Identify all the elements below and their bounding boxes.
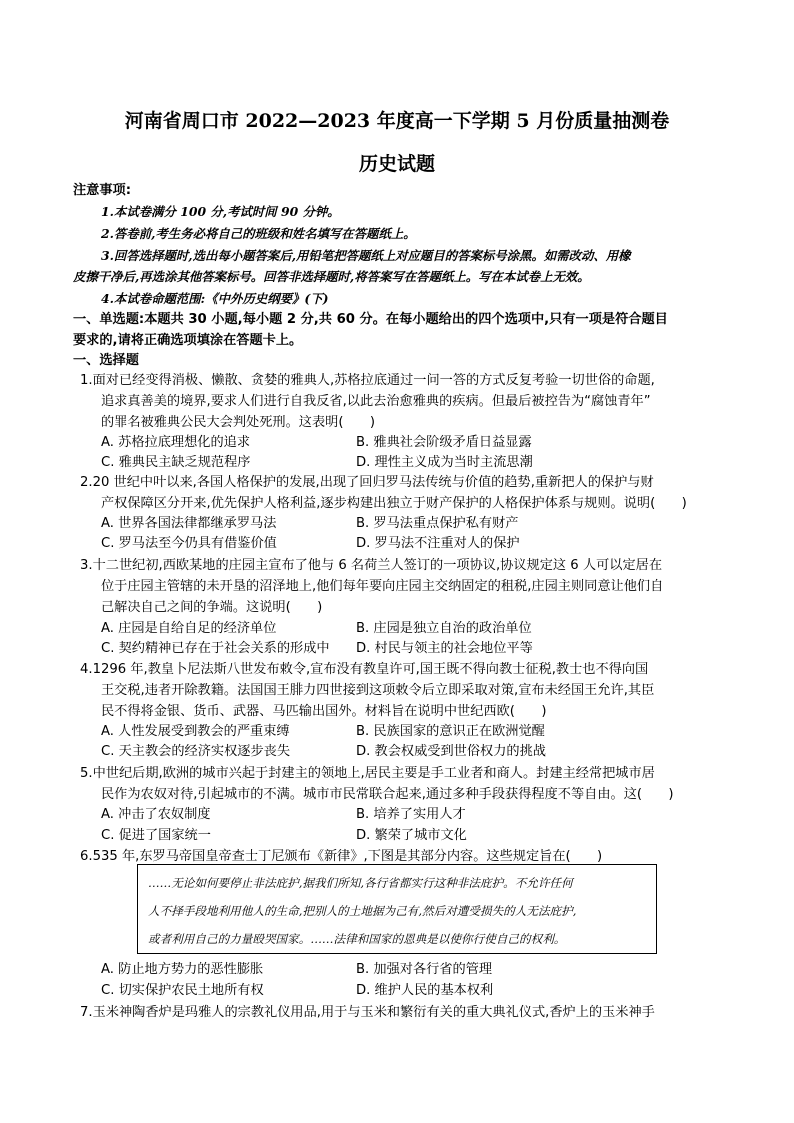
question-text: 追求真善美的境界,要求人们进行自我反省,以此去治愈雅典的疾病。但最后被控告为“腐蚀青年” <box>101 394 651 409</box>
notice-item: 3.回答选择题时,选出每小题答案后,用铅笔把答题纸上对应题目的答案标号涂黑。如需改动、用橡 <box>101 248 631 263</box>
option: B. 雅典社会阶级矛盾日益显露 <box>356 435 532 450</box>
question-text: 5.中世纪后期,欧洲的城市兴起于封建主的领地上,居民主要是手工业者和商人。封建主经常把城市居 <box>80 766 655 781</box>
section-instruction: 要求的,请将正确选项填涂在答题卡上。 <box>73 333 303 348</box>
question-text: 6.535 年,东罗马帝国皇帝查士丁尼颁布《新律》,下图是其部分内容。这些规定旨在( ) <box>80 849 603 864</box>
quote-line: ……无论如何要停止非法庇护,据我们所知,各行省都实行这种非法庇护。不允许任何 <box>148 876 573 890</box>
section-heading: 一、选择题 <box>73 353 139 368</box>
option: A. 苏格拉底理想化的追求 <box>101 435 251 450</box>
notice-item: 2.答卷前,考生务必将自己的班级和姓名填写在答题纸上。 <box>101 226 416 241</box>
option: A. 冲击了农奴制度 <box>101 807 211 822</box>
notice-item: 1.本试卷满分 100 分,考试时间 90 分钟。 <box>101 204 340 219</box>
option: A. 防止地方势力的恶性膨胀 <box>101 962 264 977</box>
option: D. 理性主义成为当时主流思潮 <box>356 455 533 470</box>
question-text: 2.20 世纪中叶以来,各国人格保护的发展,出现了回归罗马法传统与价值的趋势,重新把人的保护与财 <box>80 475 654 490</box>
option: B. 罗马法重点保护私有财产 <box>356 516 519 531</box>
option: B. 庄园是独立自治的政治单位 <box>356 621 532 636</box>
section-instruction: 一、单选题:本题共 30 小题,每小题 2 分,共 60 分。在每小题给出的四个选项中,只有一项是符合题目 <box>73 312 668 327</box>
question-text: 1.面对已经变得消极、懒散、贪婪的雅典人,苏格拉底通过一问一答的方式反复考验一切世俗的命题, <box>80 373 655 388</box>
notice-item: 皮擦干净后,再选涂其他答案标号。回答非选择题时,将答案写在答题纸上。写在本试卷上无效。 <box>73 269 590 284</box>
option: C. 促进了国家统一 <box>101 828 211 843</box>
option: B. 民族国家的意识正在欧洲觉醒 <box>356 724 545 739</box>
option: A. 世界各国法律都继承罗马法 <box>101 516 277 531</box>
option: C. 天主教会的经济实权逐步丧失 <box>101 744 291 759</box>
option: D. 维护人民的基本权利 <box>356 983 494 998</box>
option: B. 培养了实用人才 <box>356 807 466 822</box>
option: C. 雅典民主缺乏规范程序 <box>101 455 251 470</box>
option: C. 切实保护农民土地所有权 <box>101 983 264 998</box>
exam-title: 河南省周口市 2022—2023 年度高一下学期 5 月份质量抽测卷 <box>124 110 670 132</box>
option: D. 繁荣了城市文化 <box>356 828 467 843</box>
option: B. 加强对各行省的管理 <box>356 962 493 977</box>
option: A. 人性发展受到教会的严重束缚 <box>101 724 290 739</box>
exam-subtitle: 历史试题 <box>358 153 435 175</box>
quote-line: 或者利用自己的力量殴哭国家。……法律和国家的恩典是以使你行使自己的权利。 <box>148 932 566 946</box>
option: D. 罗马法不注重对人的保护 <box>356 536 520 551</box>
option: C. 契约精神已存在于社会关系的形成中 <box>101 641 330 656</box>
question-text: 己解决自己之间的争端。这说明( ) <box>101 600 323 615</box>
question-text: 3.十二世纪初,西欧某地的庄园主宣布了他与 6 名荷兰人签订的一项协议,协议规定这 6 人可以定居在 <box>80 558 663 573</box>
question-text: 的罪名被雅典公民大会判处死刑。这表明( ) <box>101 415 376 430</box>
option: C. 罗马法至今仍具有借鉴价值 <box>101 536 277 551</box>
question-text: 位于庄园主管辖的未开垦的沼泽地上,他们每年要向庄园主交纳固定的租税,庄园主则同意让他们自 <box>101 579 664 594</box>
option: D. 村民与领主的社会地位平等 <box>356 641 533 656</box>
question-text: 民作为农奴对待,引起城市的不满。城市市民常联合起来,通过多种手段获得程度不等自由。这( ) <box>101 787 674 802</box>
quote-box <box>137 864 657 954</box>
question-text: 产权保障区分开来,优先保护人格利益,逐步构建出独立于财产保护的人格保护体系与规则。说明( ) <box>101 496 687 511</box>
notice-heading: 注意事项: <box>73 183 132 198</box>
question-text: 王交税,违者开除教籍。法国国王腓力四世接到这项敕令后立即采取对策,宣布未经国王允许,其臣 <box>101 683 655 698</box>
option: D. 教会权威受到世俗权力的挑战 <box>356 744 546 759</box>
question-text: 民不得将金银、货币、武器、马匹输出国外。材料旨在说明中世纪西欧( ) <box>101 704 547 719</box>
quote-line: 人不择手段地利用他人的生命,把别人的土地据为己有,然后对遭受损失的人无法庇护, <box>148 904 577 918</box>
question-text: 4.1296 年,教皇卜尼法斯八世发布敕令,宣布没有教皇许可,国王既不得向教士征税,教士也不得向国 <box>80 662 649 677</box>
question-text: 7.玉米神陶香炉是玛雅人的宗教礼仪用品,用于与玉米和繁衍有关的重大典礼仪式,香炉上的玉米神手 <box>80 1005 655 1020</box>
notice-item: 4.本试卷命题范围:《中外历史纲要》(下) <box>101 291 329 306</box>
option: A. 庄园是自给自足的经济单位 <box>101 621 277 636</box>
